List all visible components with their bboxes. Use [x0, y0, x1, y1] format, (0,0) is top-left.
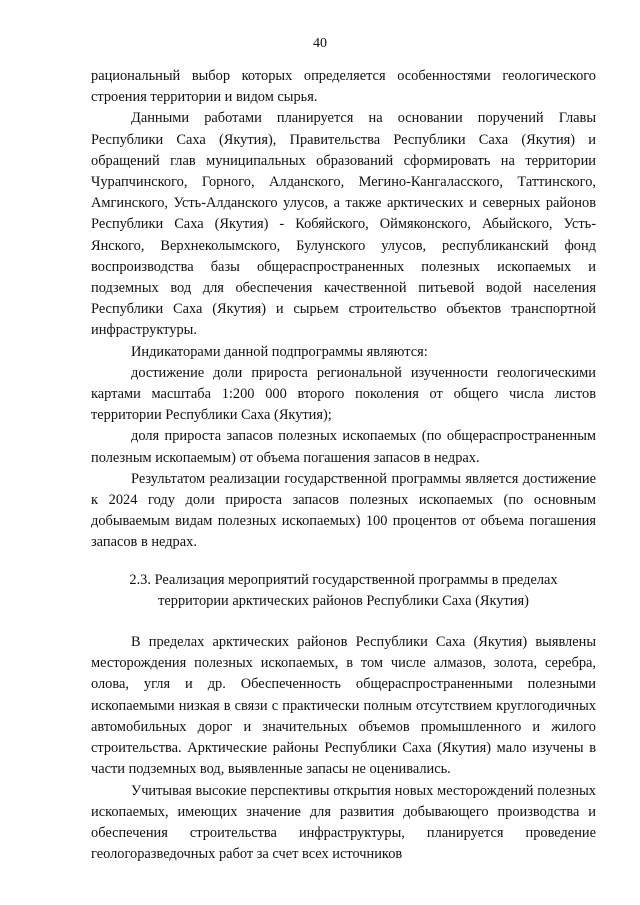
paragraph-planned-work: Данными работами планируется на основании поручений Главы Республики Саха (Якутия), Правительства Республики Саха (Якутия) и обращений глав муниципальных образований сформировать на территории Чурапчинского, Горного, Алданского, Мегино-Кангаласского, Таттинского, Амгинского, Усть-Алданского улусов, а также арктических и северных районов Республики Саха (Якутия) - Кобяйского, Оймяконского, Абыйского, Усть-Янского, Верхнеколымского, Булунского улусов, республиканский фонд воспроизводства базы общераспространенных полезных ископаемых и подземных вод для обеспечения качественной питьевой водой населения Республики Саха (Якутия) и сырьем строительство объектов транспортной инфраструктуры.	[91, 110, 596, 339]
section-heading-line-2: территории арктических районов Республики Саха (Якутия)	[158, 592, 529, 609]
paragraph-indicator-geological-maps: достижение доли прироста региональной изученности геологическими картами масштаба 1:200 000 второго поколения от общего числа листов территории Республики Саха (Якутия);	[91, 364, 596, 424]
page-number: 40	[313, 36, 327, 51]
paragraph-arctic-deposits: В пределах арктических районов Республики Саха (Якутия) выявлены месторождения полезных ископаемых, в том числе алмазов, золота, серебра, олова, угля и др. Обеспеченность общераспространенными полезными ископаемыми низкая в связи с практически полным отсутствием круглогодичных автомобильных дорог и значительных объемов промышленного и жилого строительства. Арктические районы Республики Саха (Якутия) мало изучены в части подземных вод, выявленные запасы не оценивались.	[91, 634, 596, 778]
paragraph-program-result: Результатом реализации государственной программы является достижение к 2024 году доли прироста запасов полезных ископаемых (по основным добываемым видам полезных ископаемых) 100 процентов от объема погашения запасов в недрах.	[91, 470, 596, 551]
paragraph-indicators-intro: Индикаторами данной подпрограммы являются:	[131, 343, 428, 360]
paragraph-continuation: рациональный выбор которых определяется особенностями геологического строения территории и видом сырья.	[91, 68, 596, 106]
section-heading-line-1: 2.3. Реализация мероприятий государственной программы в пределах	[129, 571, 558, 588]
section-heading	[91, 570, 596, 612]
paragraph-indicator-reserves: доля прироста запасов полезных ископаемых (по общераспространенным полезным ископаемым) от объема погашения запасов в недрах.	[91, 428, 596, 466]
paragraph-exploration-plans: Учитывая высокие перспективы открытия новых месторождений полезных ископаемых, имеющих значение для развития добывающего производства и обеспечения строительства инфраструктуры, планируется проведение геологоразведочных работ за счет всех источников	[91, 782, 596, 863]
document-body	[91, 66, 596, 865]
